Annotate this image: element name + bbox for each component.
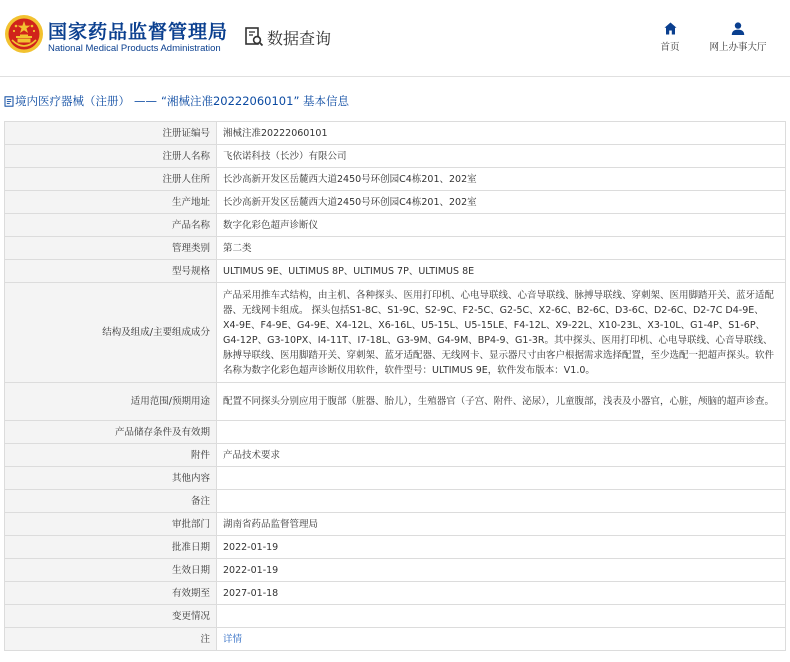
nav-home[interactable] (655, 22, 685, 53)
site-subtitle[interactable]: National Medical Products Administration (48, 43, 221, 54)
table-row (5, 605, 786, 628)
row-label: 适用范围/预期用途 (5, 383, 217, 421)
table-row (5, 191, 786, 214)
table-row (5, 122, 786, 145)
row-value: 2022-01-19 (217, 559, 786, 582)
row-label: 附件 (5, 444, 217, 467)
row-label: 注册人名称 (5, 145, 217, 168)
table-row (5, 513, 786, 536)
national-emblem-icon[interactable] (4, 14, 44, 54)
table-row (5, 536, 786, 559)
row-value (217, 490, 786, 513)
row-value: 2027-01-18 (217, 582, 786, 605)
row-label: 型号规格 (5, 260, 217, 283)
data-query-label: 数据查询 (267, 28, 332, 48)
row-value: 湖南省药品监督管理局 (217, 513, 786, 536)
table-row (5, 421, 786, 444)
user-icon (731, 22, 745, 35)
nav-home-label: 首页 (660, 42, 680, 53)
row-value: ULTIMUS 9E、ULTIMUS 8P、ULTIMUS 7P、ULTIMUS 8E (217, 260, 786, 283)
nav-hall-label: 网上办事大厅 (709, 42, 767, 53)
row-value: 第二类 (217, 237, 786, 260)
site-title[interactable]: 国家药品监督管理局 (48, 21, 229, 43)
table-row (5, 237, 786, 260)
row-value: 产品技术要求 (217, 444, 786, 467)
site-header (0, 0, 790, 76)
row-label: 其他内容 (5, 467, 217, 490)
row-label: 注 (5, 628, 217, 651)
registration-info-table (4, 121, 786, 651)
row-label: 注册人住所 (5, 168, 217, 191)
row-label: 管理类别 (5, 237, 217, 260)
row-value (217, 605, 786, 628)
row-label: 结构及组成/主要组成成分 (5, 283, 217, 383)
row-label: 产品名称 (5, 214, 217, 237)
table-row (5, 582, 786, 605)
breadcrumb-category-link[interactable]: 境内医疗器械（注册） (15, 94, 130, 108)
table-row (5, 214, 786, 237)
row-label: 批准日期 (5, 536, 217, 559)
document-icon (4, 96, 14, 107)
home-icon (664, 22, 677, 35)
table-row (5, 168, 786, 191)
row-value: 湘械注准20222060101 (217, 122, 786, 145)
table-row (5, 467, 786, 490)
table-row (5, 444, 786, 467)
row-value: 产品采用推车式结构，由主机、各种探头、医用打印机、心电导联线、心音导联线、脉搏导联线、穿刺架、医用脚踏开关、蓝牙适配器、无线网卡组成。 探头包括S1-8C、S1-9C、S2-9C、F2-5C、G2-5C、X2-6C、B2-6C、D3-6C、D2-6C、D2-7C D4-9E、X4-9E、F4-9E、G4-9E、X4-12L、X6-16L、U5-15L、U5-15LE、F4-12L、X9-22L、X10-23L、X3-10L、G1-4P、S1-6P、G4-12P、G3-10PX、I4-11T、I7-18L、G3-9M、G4-9M、BP4-9、G1-3R。其中探头、医用打印机、心电导联线、心音导联线、脉搏导联线、医用脚踏开关、穿刺架、蓝牙适配器、无线网卡、显示器尺寸由客户根据需求选择配置，至少选配一把超声探头。软件名称为数字化彩色超声诊断仪用软件，软件型号：ULTIMUS 9E，软件发布版本：V1.0。 (217, 283, 786, 383)
row-value (217, 628, 786, 651)
row-label: 审批部门 (5, 513, 217, 536)
row-value (217, 467, 786, 490)
table-row (5, 283, 786, 383)
details-link[interactable]: 详情 (223, 633, 243, 645)
row-label: 生效日期 (5, 559, 217, 582)
table-row (5, 145, 786, 168)
row-label: 产品储存条件及有效期 (5, 421, 217, 444)
row-value: 数字化彩色超声诊断仪 (217, 214, 786, 237)
data-query-section (244, 24, 331, 50)
row-label: 变更情况 (5, 605, 217, 628)
breadcrumb (4, 93, 349, 109)
table-row (5, 559, 786, 582)
table-row (5, 383, 786, 421)
table-row (5, 490, 786, 513)
row-label: 有效期至 (5, 582, 217, 605)
row-label: 备注 (5, 490, 217, 513)
breadcrumb-separator: —— (134, 94, 157, 108)
row-value (217, 421, 786, 444)
table-row (5, 628, 786, 651)
row-value: 2022-01-19 (217, 536, 786, 559)
row-value: 配置不同探头分别应用于腹部（脏器、胎儿），生殖器官（子宫、附件、泌尿），儿童腹部，浅表及小器官，心脏，颅脑的超声诊查。 (217, 383, 786, 421)
row-value: 长沙高新开发区岳麓西大道2450号环创园C4栋201、202室 (217, 168, 786, 191)
row-label: 注册证编号 (5, 122, 217, 145)
table-row (5, 260, 786, 283)
row-value: 飞依诺科技（长沙）有限公司 (217, 145, 786, 168)
row-label: 生产地址 (5, 191, 217, 214)
header-divider (0, 76, 790, 77)
document-search-icon (244, 26, 264, 48)
nav-online-service-hall[interactable] (706, 22, 770, 53)
breadcrumb-current: “湘械注准20222060101” 基本信息 (161, 94, 350, 108)
row-value: 长沙高新开发区岳麓西大道2450号环创园C4栋201、202室 (217, 191, 786, 214)
